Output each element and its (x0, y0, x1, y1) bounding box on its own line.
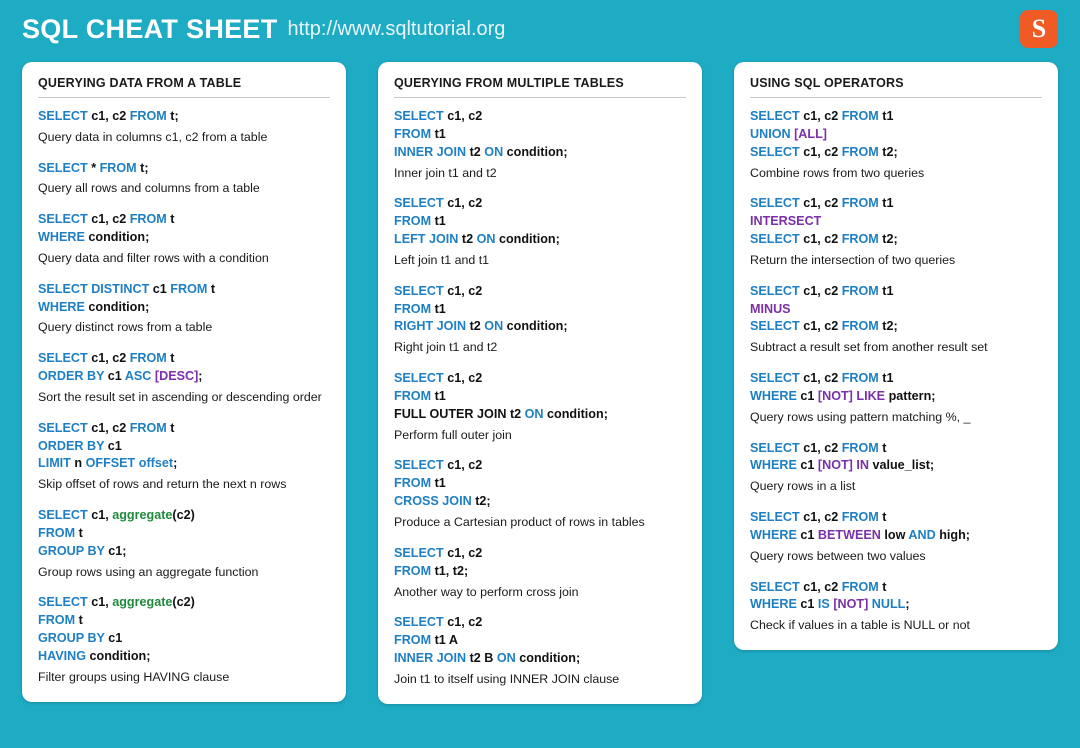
sql-code: SELECT c1, c2 FROM t1 WHERE c1 [NOT] LIKE pattern; (750, 371, 936, 403)
site-url[interactable]: http://www.sqltutorial.org (287, 17, 506, 40)
sql-entry (394, 545, 686, 600)
sql-entry (394, 283, 686, 356)
sql-entry (750, 579, 1042, 634)
sql-code: SELECT c1, c2 FROM t1 A INNER JOIN t2 B ON condition; (394, 615, 581, 666)
sql-entry (750, 370, 1042, 425)
sql-description: Left join t1 and t1 (394, 252, 490, 267)
sql-description: Perform full outer join (394, 427, 512, 442)
sql-entry (38, 420, 330, 493)
sql-description: Produce a Cartesian product of rows in tables (394, 515, 645, 530)
cheatsheet-columns (0, 58, 1080, 704)
sql-entry (394, 108, 686, 181)
sql-entry (38, 507, 330, 580)
sql-description: Another way to perform cross join (394, 584, 579, 599)
sql-entry (750, 283, 1042, 356)
sql-entry (38, 108, 330, 146)
sql-code: SELECT DISTINCT c1 FROM t WHERE condition; (38, 281, 216, 314)
card-body (750, 108, 1042, 634)
sql-entry (394, 614, 686, 687)
sql-description: Combine rows from two queries (750, 165, 925, 180)
sql-code: SELECT c1, c2 FROM t WHERE c1 [NOT] IN value_list; (750, 440, 935, 473)
sql-description: Query rows in a list (750, 479, 856, 494)
sql-description: Query all rows and columns from a table (38, 181, 260, 196)
sql-description: Right join t1 and t2 (394, 340, 498, 355)
sql-code: SELECT c1, c2 FROM t1, t2; (394, 545, 483, 578)
card-body (38, 108, 330, 686)
sql-code: SELECT c1, c2 FROM t ORDER BY c1 LIMIT n OFFSET offset; (38, 420, 178, 471)
sql-entry (38, 281, 330, 336)
sql-description: Query rows using pattern matching %, _ (750, 409, 971, 424)
sql-entry (38, 160, 330, 198)
sql-code: SELECT c1, c2 FROM t1 UNION [ALL] SELECT c1, c2 FROM t2; (750, 109, 898, 159)
sql-description: Query distinct rows from a table (38, 320, 213, 335)
sql-code: SELECT c1, c2 FROM t1 FULL OUTER JOIN t2 ON condition; (394, 371, 608, 421)
sql-code: SELECT c1, c2 FROM t1 MINUS SELECT c1, c2 FROM t2; (750, 283, 898, 334)
sql-description: Skip offset of rows and return the next n rows (38, 477, 287, 492)
sql-code: SELECT c1, c2 FROM t1 INNER JOIN t2 ON condition; (394, 109, 568, 159)
card-querying-data-from-a-table (22, 62, 346, 702)
sql-code: SELECT c1, c2 FROM t1 INTERSECT SELECT c1, c2 FROM t2; (750, 196, 898, 247)
site-logo-icon: S (1020, 10, 1058, 48)
sql-description: Group rows using an aggregate function (38, 564, 259, 579)
sql-code: SELECT * FROM t; (38, 160, 149, 175)
sql-entry (394, 195, 686, 268)
sql-code: SELECT c1, c2 FROM t WHERE c1 BETWEEN low AND high; (750, 510, 970, 542)
sql-description: Check if values in a table is NULL or not (750, 618, 970, 633)
sql-code: SELECT c1, aggregate(c2) FROM t GROUP BY c1 HAVING condition; (38, 595, 195, 664)
sql-description: Filter groups using HAVING clause (38, 669, 230, 684)
sql-code: SELECT c1, aggregate(c2) FROM t GROUP BY c1; (38, 508, 195, 558)
sql-entry (750, 195, 1042, 268)
sql-entry (394, 457, 686, 530)
sql-description: Query rows between two values (750, 548, 926, 563)
sql-code: SELECT c1, c2 FROM t1 CROSS JOIN t2; (394, 458, 491, 509)
card-querying-from-multiple-tables (378, 62, 702, 704)
sql-entry (38, 211, 330, 266)
sql-entry (38, 350, 330, 405)
card-title: QUERYING DATA FROM A TABLE (38, 76, 330, 98)
sql-code: SELECT c1, c2 FROM t1 LEFT JOIN t2 ON condition; (394, 196, 560, 247)
sql-description: Subtract a result set from another result set (750, 340, 988, 355)
sql-description: Inner join t1 and t2 (394, 165, 497, 180)
sql-entry (394, 370, 686, 443)
sql-entry (38, 594, 330, 685)
sql-code: SELECT c1, c2 FROM t1 RIGHT JOIN t2 ON condition; (394, 283, 568, 334)
sql-description: Query data and filter rows with a condition (38, 250, 269, 265)
page-header (0, 0, 1080, 58)
sql-entry (750, 108, 1042, 181)
sql-code: SELECT c1, c2 FROM t WHERE condition; (38, 212, 175, 245)
card-using-sql-operators (734, 62, 1058, 650)
sql-code: SELECT c1, c2 FROM t ORDER BY c1 ASC [DESC]; (38, 351, 203, 384)
sql-description: Query data in columns c1, c2 from a table (38, 129, 268, 144)
sql-code: SELECT c1, c2 FROM t; (38, 109, 179, 123)
sql-description: Join t1 to itself using INNER JOIN clause (394, 671, 620, 686)
sql-entry (750, 509, 1042, 564)
page-title: SQL CHEAT SHEET (22, 13, 278, 44)
card-title: USING SQL OPERATORS (750, 76, 1042, 98)
sql-description: Return the intersection of two queries (750, 252, 956, 267)
card-body (394, 108, 686, 688)
card-title: QUERYING FROM MULTIPLE TABLES (394, 76, 686, 98)
sql-entry (750, 440, 1042, 495)
sql-description: Sort the result set in ascending or descending order (38, 389, 322, 404)
sql-code: SELECT c1, c2 FROM t WHERE c1 IS [NOT] NULL; (750, 579, 910, 612)
